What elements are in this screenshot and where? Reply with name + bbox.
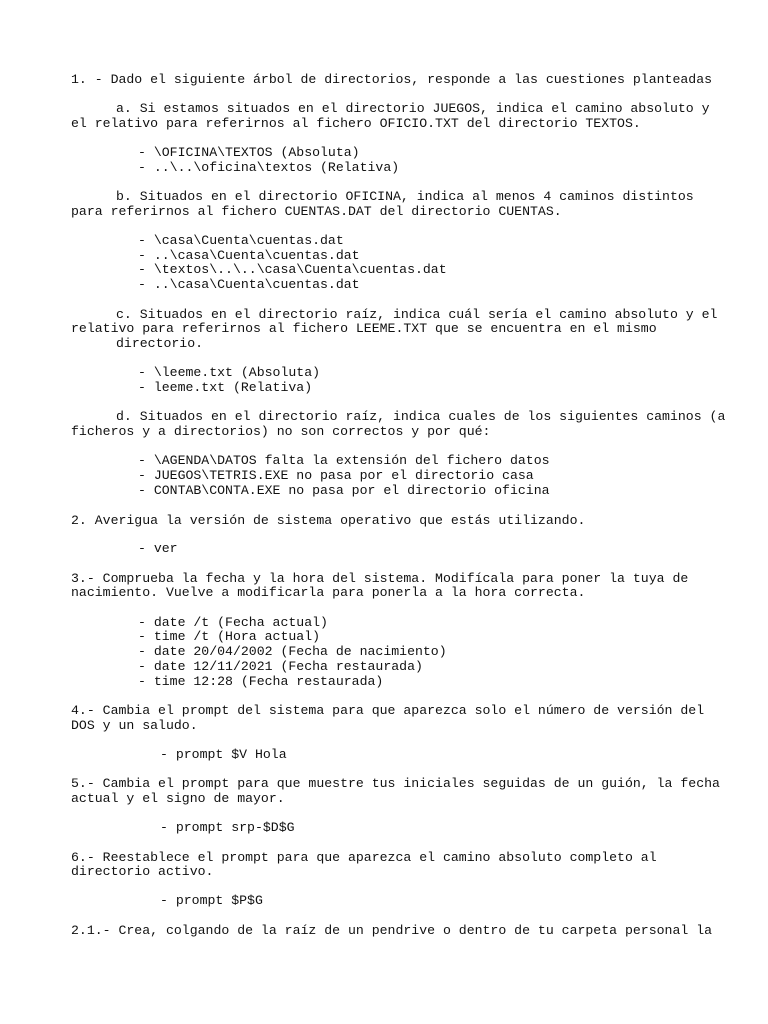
q1b-text-line2: para referirnos al fichero CUENTAS.DAT del directorio CUENTAS. — [71, 204, 562, 219]
q1d-answer-2: - JUEGOS\TETRIS.EXE no pasa por el directorio casa — [138, 468, 534, 483]
q1c-answer-2: - leeme.txt (Relativa) — [138, 380, 313, 395]
q21-text-line1: 2.1.- Crea, colgando de la raíz de un pendrive o dentro de tu carpeta personal la — [71, 923, 713, 938]
q1b-answer-4: - ..\casa\Cuenta\cuentas.dat — [138, 277, 360, 292]
q4-text-line2: DOS y un saludo. — [71, 718, 198, 733]
q1a-text-line2: el relativo para referirnos al fichero OFICIO.TXT del directorio TEXTOS. — [71, 116, 641, 131]
q1b-answer-3: - \textos\..\..\casa\Cuenta\cuentas.dat — [138, 262, 447, 277]
q5-answer: - prompt srp-$D$G — [160, 820, 295, 835]
q3-answer-5: - time 12:28 (Fecha restaurada) — [138, 674, 384, 689]
q1b-text-line1: b. Situados en el directorio OFICINA, indica al menos 4 caminos distintos — [116, 189, 694, 204]
q3-answer-4: - date 12/11/2021 (Fecha restaurada) — [138, 659, 423, 674]
q6-text-line1: 6.- Reestablece el prompt para que aparezca el camino absoluto completo al — [71, 850, 657, 865]
q3-text-line1: 3.- Comprueba la fecha y la hora del sistema. Modifícala para poner la tuya de — [71, 571, 689, 586]
q3-answer-2: - time /t (Hora actual) — [138, 629, 321, 644]
q4-text-line1: 4.- Cambia el prompt del sistema para que aparezca solo el número de versión del — [71, 703, 705, 718]
q2-answer: - ver — [138, 541, 178, 556]
q1d-text-line2: ficheros y a directorios) no son correctos y por qué: — [71, 424, 491, 439]
q5-text-line2: actual y el signo de mayor. — [71, 791, 285, 806]
q5-text-line1: 5.- Cambia el prompt para que muestre tus iniciales seguidas de un guión, la fecha — [71, 776, 720, 791]
q1d-answer-3: - CONTAB\CONTA.EXE no pasa por el directorio oficina — [138, 483, 550, 498]
q3-answer-1: - date /t (Fecha actual) — [138, 615, 328, 630]
q1c-answer-1: - \leeme.txt (Absoluta) — [138, 365, 321, 380]
q3-text-line2: nacimiento. Vuelve a modificarla para ponerla a la hora correcta. — [71, 585, 586, 600]
q1a-text-line1: a. Si estamos situados en el directorio JUEGOS, indica el camino absoluto y — [116, 101, 710, 116]
q3-answer-3: - date 20/04/2002 (Fecha de nacimiento) — [138, 644, 447, 659]
q1c-text-line3: directorio. — [116, 336, 204, 351]
q1a-answer-1: - \OFICINA\TEXTOS (Absoluta) — [138, 145, 360, 160]
q1d-answer-1: - \AGENDA\DATOS falta la extensión del fichero datos — [138, 453, 550, 468]
q1d-text-line1: d. Situados en el directorio raíz, indica cuales de los siguientes caminos (a — [116, 409, 726, 424]
q6-text-line2: directorio activo. — [71, 864, 214, 879]
q1a-answer-2: - ..\..\oficina\textos (Relativa) — [138, 160, 400, 175]
q1-title: 1. - Dado el siguiente árbol de directorios, responde a las cuestiones planteadas — [71, 72, 713, 87]
q1c-text-line1: c. Situados en el directorio raíz, indica cuál sería el camino absoluto y el — [116, 307, 718, 322]
q1b-answer-2: - ..\casa\Cuenta\cuentas.dat — [138, 248, 360, 263]
q4-answer: - prompt $V Hola — [160, 747, 287, 762]
q1b-answer-1: - \casa\Cuenta\cuentas.dat — [138, 233, 344, 248]
q2-text: 2. Averigua la versión de sistema operativo que estás utilizando. — [71, 513, 586, 528]
q1c-text-line2: relativo para referirnos al fichero LEEME.TXT que se encuentra en el mismo — [71, 321, 657, 336]
q6-answer: - prompt $P$G — [160, 893, 263, 908]
